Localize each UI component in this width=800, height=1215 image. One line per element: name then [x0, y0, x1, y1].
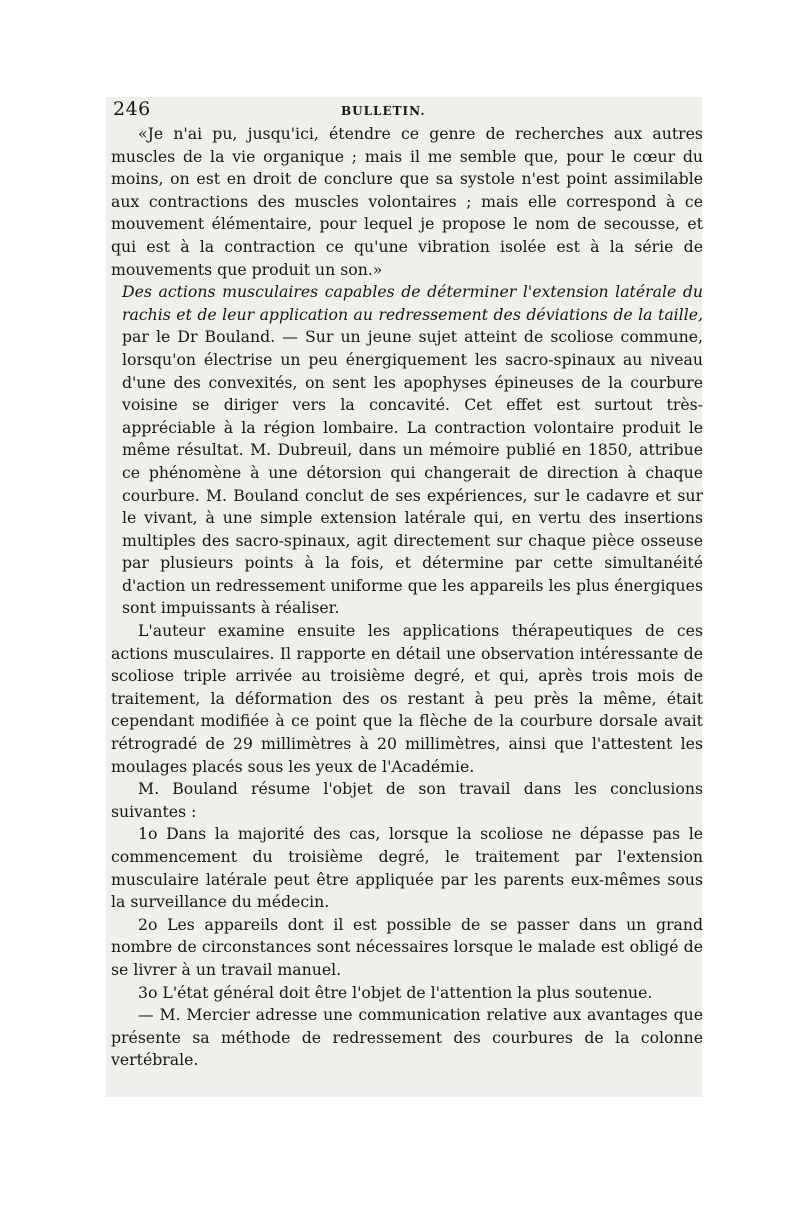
paragraph-conclusions-intro: M. Bouland résume l'objet de son travail dans les conclusions suivantes :	[111, 779, 703, 821]
scanned-text-block	[106, 97, 702, 1097]
page-number: 246	[113, 98, 151, 120]
paragraph-article-title	[111, 281, 703, 620]
paragraph-conclusion-1: 1o Dans la majorité des cas, lorsque la scoliose ne dépasse pas le commencement du troisième degré, le traitement par l'extension musculaire latérale peut être appliquée par les parents eux-mêmes sous la surveillance du médecin.	[111, 824, 703, 912]
paragraph-conclusion-2: 2o Les appareils dont il est possible de se passer dans un grand nombre de circonstances sont nécessaires lorsque le malade est obligé de se livrer à un travail manuel.	[111, 914, 703, 979]
paragraph-conclusion-3: 3o L'état général doit être l'objet de l'attention la plus soutenue.	[138, 982, 653, 1002]
article-summary: par le Dr Bouland. — Sur un jeune sujet atteint de scoliose commune, lorsqu'on électrise un peu énergiquement les sacro-spinaux au niveau d'une des convexités, on sent les apophyses épineuses de la courbure voisine se diriger vers la concavité. Cet effet est surtout très-appréciable à la région lombaire. La contraction volontaire produit le même résultat. M. Dubreuil, dans un mémoire publié en 1850, attribue ce phénomène à une détorsion qui changerait de direction à chaque courbure. M. Bouland conclut de ses expériences, sur le cadavre et sur le vivant, à une simple extension latérale qui, en vertu des insertions multiples des sacro-spinaux, agit directement sur chaque pièce osseuse par plusieurs points à la fois, et détermine par cette simultanéité d'action un redressement uniforme que les appareils les plus énergiques sont impuissants à réaliser.	[122, 327, 703, 618]
article-title: Des actions musculaires capables de déterminer l'extension latérale du rachis et de leur application au redressement des déviations de la taille,	[122, 282, 703, 324]
running-head: BULLETIN.	[341, 104, 426, 118]
body-text	[111, 123, 703, 1072]
paragraph-applications: L'auteur examine ensuite les applications thérapeutiques de ces actions musculaires. Il rapporte en détail une observation intéressante de scoliose triple arrivée au troisième degré, et qui, après trois mois de traitement, la déformation des os restant à peu près la même, était cependant modifiée à ce point que la flèche de la courbure dorsale avait rétrogradé de 29 millimètres à 20 millimètres, ainsi que l'attestent les moulages placés sous les yeux de l'Académie.	[111, 621, 703, 776]
paragraph-quote: «Je n'ai pu, jusqu'ici, étendre ce genre de recherches aux autres muscles de la vie organique ; mais il me semble que, pour le cœur du moins, on est en droit de conclure que sa systole n'est point assimilable aux contractions des muscles volontaires ; mais elle correspond à ce mouvement élémentaire, pour lequel je propose le nom de secousse, et qui est à la contraction ce qu'une vibration isolée est à la série de mouvements que produit un son.»	[111, 124, 703, 279]
paragraph-mercier: — M. Mercier adresse une communication relative aux avantages que présente sa méthode de redressement des courbures de la colonne vertébrale.	[111, 1005, 703, 1070]
